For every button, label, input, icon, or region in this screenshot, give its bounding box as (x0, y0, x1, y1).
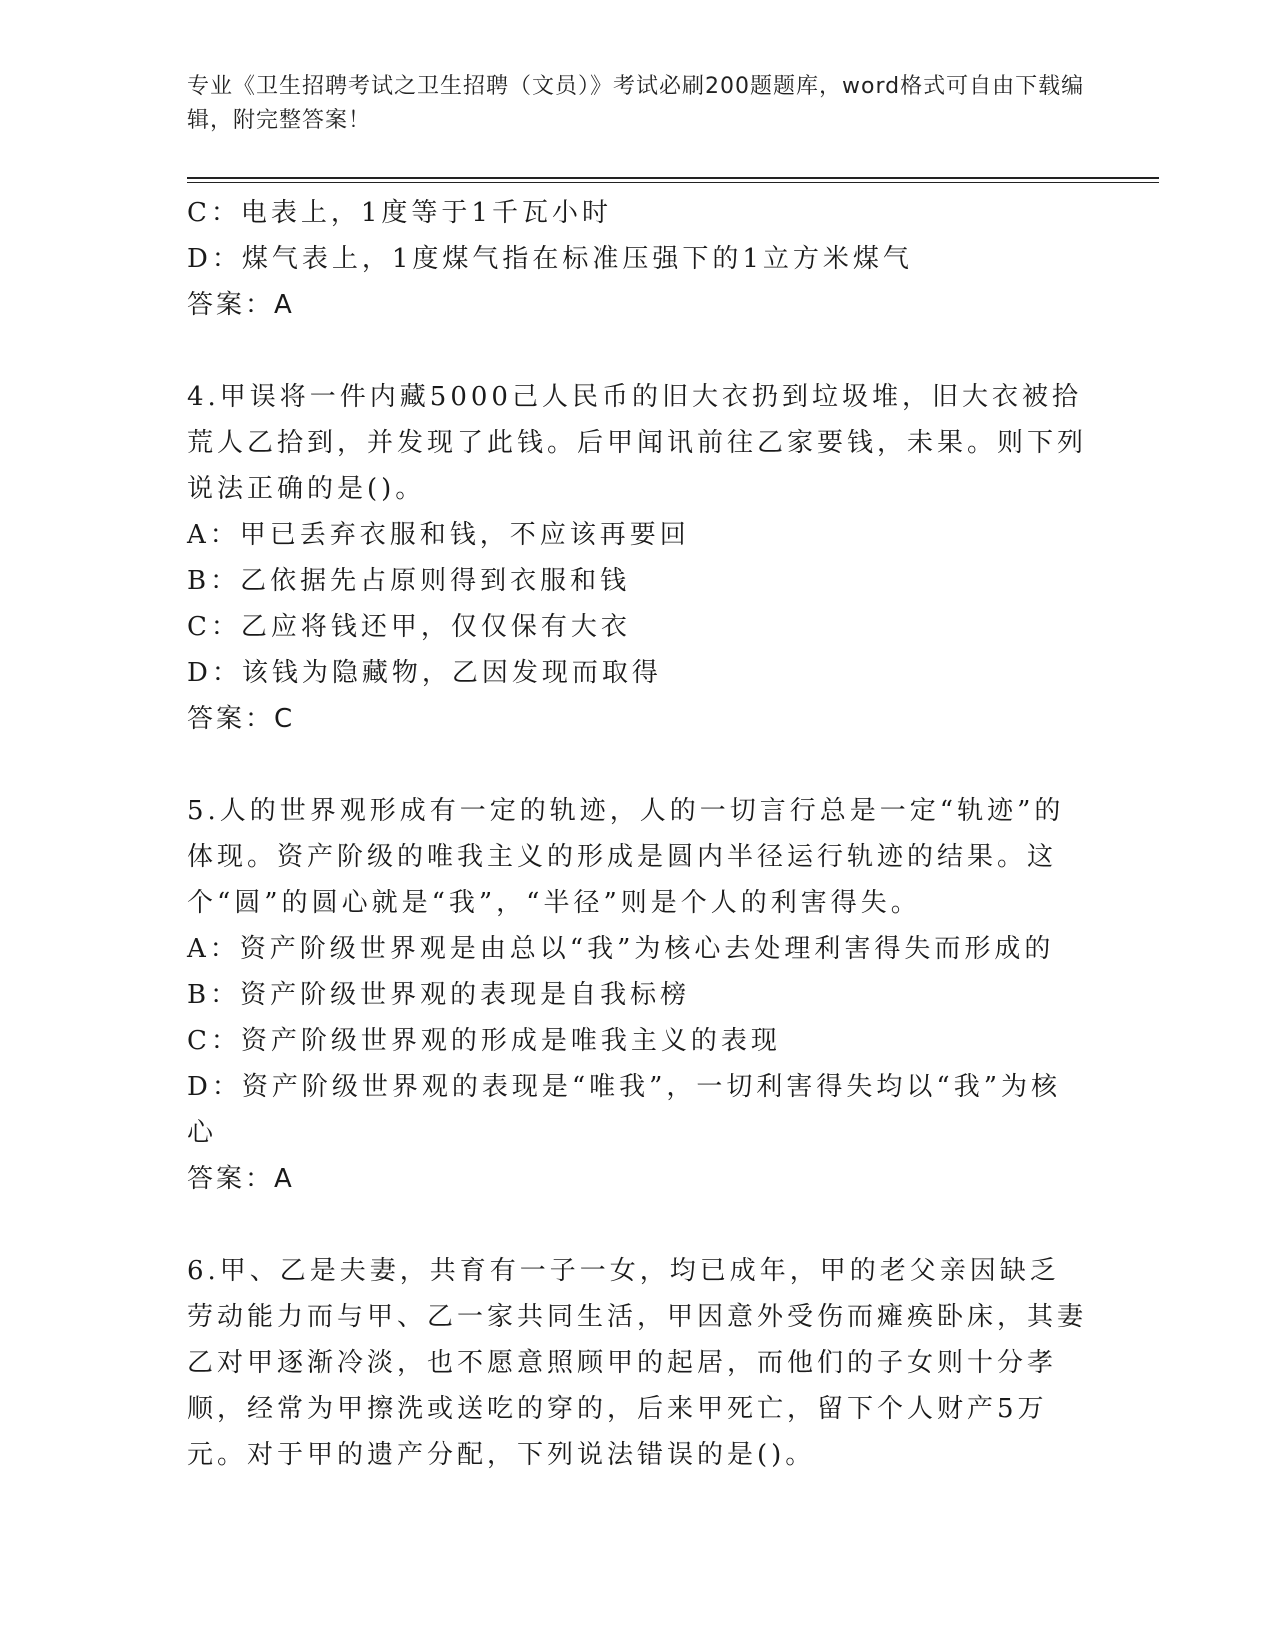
answer: 答案：A (187, 290, 295, 320)
answer: 答案：C (187, 704, 296, 734)
header-divider-thin (187, 182, 1159, 183)
option-d: D：该钱为隐藏物，乙因发现而取得 (187, 658, 662, 688)
document-body (187, 190, 1087, 1478)
option-c: C：乙应将钱还甲，仅仅保有大衣 (187, 612, 631, 642)
question-3-block (187, 190, 1087, 328)
page-header: 专业《卫生招聘考试之卫生招聘（文员）》考试必刷200题题库，word格式可自由下载编辑，附完整答案！ (187, 74, 1085, 133)
header-divider (187, 177, 1159, 179)
question-6-block (187, 1248, 1087, 1478)
question-4-block (187, 374, 1087, 742)
option-d: D：煤气表上，1度煤气指在标准压强下的1立方米煤气 (187, 244, 913, 274)
option-c: C：资产阶级世界观的形成是唯我主义的表现 (187, 1026, 781, 1056)
answer: 答案：A (187, 1164, 295, 1194)
option-a: A：资产阶级世界观是由总以“我”为核心去处理利害得失而形成的 (187, 934, 1055, 964)
question-text: 4.甲误将一件内藏5000己人民币的旧大衣扔到垃圾堆，旧大衣被拾荒人乙拾到，并发现了此钱。后甲闻讯前往乙家要钱，未果。则下列说法正确的是()。 (187, 382, 1088, 504)
option-d: D：资产阶级世界观的表现是“唯我”，一切利害得失均以“我”为核心 (187, 1072, 1062, 1148)
option-c: C：电表上，1度等于1千瓦小时 (187, 198, 612, 228)
option-a: A：甲已丢弃衣服和钱，不应该再要回 (187, 520, 690, 550)
option-b: B：乙依据先占原则得到衣服和钱 (187, 566, 631, 596)
option-b: B：资产阶级世界观的表现是自我标榜 (187, 980, 691, 1010)
question-text: 5.人的世界观形成有一定的轨迹，人的一切言行总是一定“轨迹”的体现。资产阶级的唯我主义的形成是圆内半径运行轨迹的结果。这个“圆”的圆心就是“我”，“半径”则是个人的利害得失。 (187, 796, 1065, 918)
question-5-block (187, 788, 1087, 1202)
question-text: 6.甲、乙是夫妻，共育有一子一女，均已成年，甲的老父亲因缺乏劳动能力而与甲、乙一家共同生活，甲因意外受伤而瘫痪卧床，其妻乙对甲逐渐冷淡，也不愿意照顾甲的起居，而他们的子女则十分孝顺，经常为甲擦洗或送吃的穿的，后来甲死亡，留下个人财产5万元。对于甲的遗产分配，下列说法错误的是()。 (187, 1256, 1088, 1470)
